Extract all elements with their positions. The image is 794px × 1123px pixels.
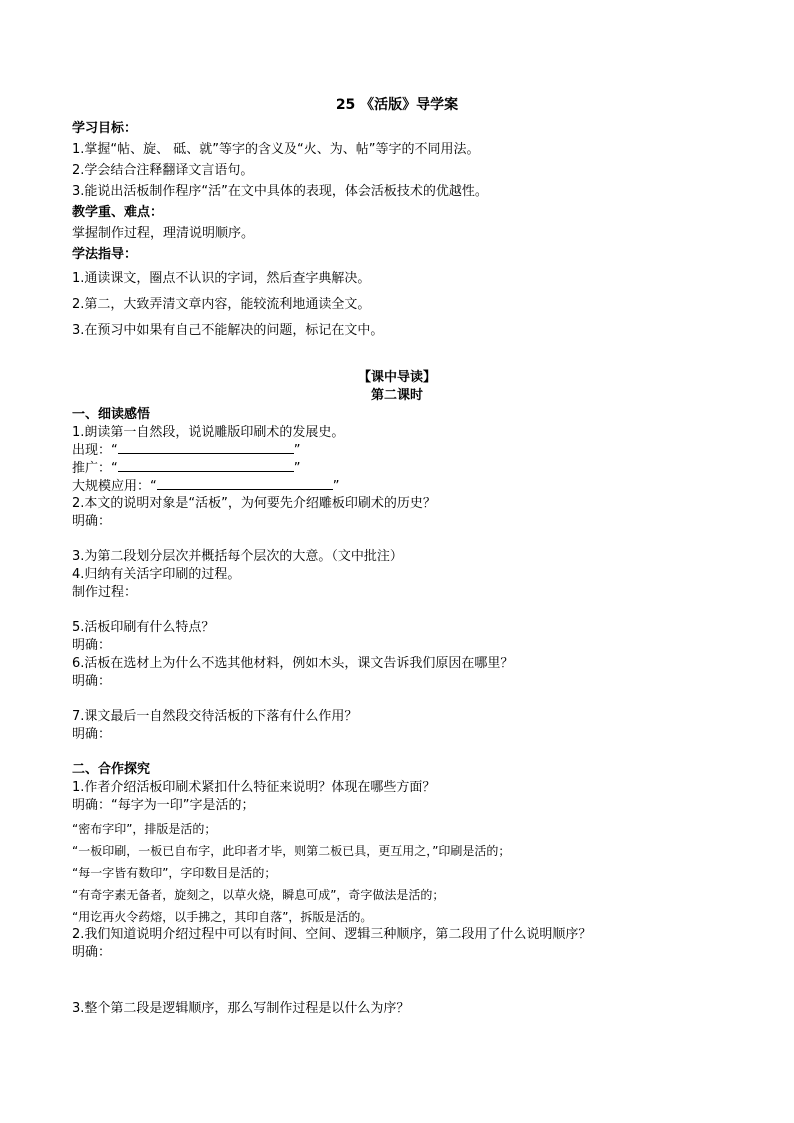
method-item-1: 1.通读课文，圈点不认识的字词，然后查字典解决。 [72, 271, 371, 286]
answer-line: “每一字皆有数印”，字印数目是活的； [72, 866, 277, 880]
answer-label: 明确： [72, 945, 112, 960]
answer-line: “用讫再火令药熔，以手拂之，其印自落”，拆版是活的。 [72, 910, 373, 924]
method-heading: 学法指导： [72, 247, 138, 262]
goal-item-2: 2.学会结合注释翻译文言语句。 [72, 163, 254, 178]
fill-label: 推广：“ [72, 461, 118, 476]
fill-label: 出现：“ [72, 443, 118, 458]
lesson-label: 第二课时 [370, 388, 423, 403]
key-points-text: 掌握制作过程，理清说明顺序。 [72, 226, 255, 241]
goal-item-1: 1.掌握“帖、旋、 砥、就”等字的含义及“火、为、帖”等字的不同用法。 [72, 142, 480, 157]
guide-heading: 【课中导读】 [357, 370, 436, 385]
answer-line: “有奇字素无备者，旋刻之，以草火烧，瞬息可成”，奇字做法是活的； [72, 888, 445, 902]
goals-heading: 学习目标： [72, 121, 138, 136]
method-item-2: 2.第二，大致弄清文章内容，能较流利地通读全文。 [72, 297, 371, 312]
answer-label: 明确： [72, 514, 112, 529]
process-label: 制作过程： [72, 585, 138, 600]
part2-question-3: 3.整个第二段是逻辑顺序，那么写制作过程是以什么为序？ [72, 1001, 410, 1016]
part1-question-7: 7.课文最后一自然段交待活板的下落有什么作用？ [72, 709, 358, 724]
answer-line: 明确：“每字为一印”字是活的； [72, 798, 255, 813]
part2-question-1: 1.作者介绍活板印刷术紧扣什么特征来说明？体现在哪些方面？ [72, 780, 436, 795]
part2-question-2: 2.我们知道说明介绍过程中可以有时间、空间、逻辑三种顺序，第二段用了什么说明顺序？ [72, 927, 592, 942]
fill-line-appear [72, 441, 301, 460]
fill-label: 大规模应用：“ [72, 479, 157, 494]
part1-question-6: 6.活板在选材上为什么不选其他材料，例如木头，课文告诉我们原因在哪里？ [72, 656, 514, 671]
answer-line: “一板印刷，一板已自布字，此印者才毕，则第二板已具，更互用之，”印刷是活的； [72, 844, 511, 858]
answer-label: 明确： [72, 727, 112, 742]
fill-close-quote: ” [293, 443, 301, 458]
answer-blank[interactable] [118, 441, 294, 454]
goal-item-3: 3.能说出活板制作程序“活”在文中具体的表现，体会活板技术的优越性。 [72, 184, 488, 199]
part1-question-2: 2.本文的说明对象是“活板”，为何要先介绍雕板印刷术的历史？ [72, 496, 436, 511]
fill-line-spread [72, 459, 301, 478]
answer-line: “密布字印”，排版是活的； [72, 822, 217, 836]
answer-label: 明确： [72, 674, 112, 689]
part1-question-5: 5.活板印刷有什么特点？ [72, 620, 215, 635]
part1-question-4: 4.归纳有关活字印刷的过程。 [72, 567, 241, 582]
answer-blank[interactable] [118, 459, 294, 472]
part2-heading: 二、合作探究 [72, 762, 151, 777]
part1-question-3: 3.为第二段划分层次并概括每个层次的大意。（文中批注） [72, 549, 403, 564]
part1-question-1: 1.朗读第一自然段，说说雕版印刷术的发展史。 [72, 425, 345, 440]
key-points-heading: 教学重、难点： [72, 205, 164, 220]
fill-line-mass-use [72, 477, 340, 496]
answer-blank[interactable] [157, 477, 333, 490]
answer-label: 明确： [72, 638, 112, 653]
fill-close-quote: ” [293, 461, 301, 476]
page-title: 25 《活版》导学案 [335, 97, 459, 113]
fill-close-quote: ” [332, 479, 340, 494]
part1-heading: 一、细读感悟 [72, 407, 151, 422]
method-item-3: 3.在预习中如果有自己不能解决的问题，标记在文中。 [72, 323, 384, 338]
